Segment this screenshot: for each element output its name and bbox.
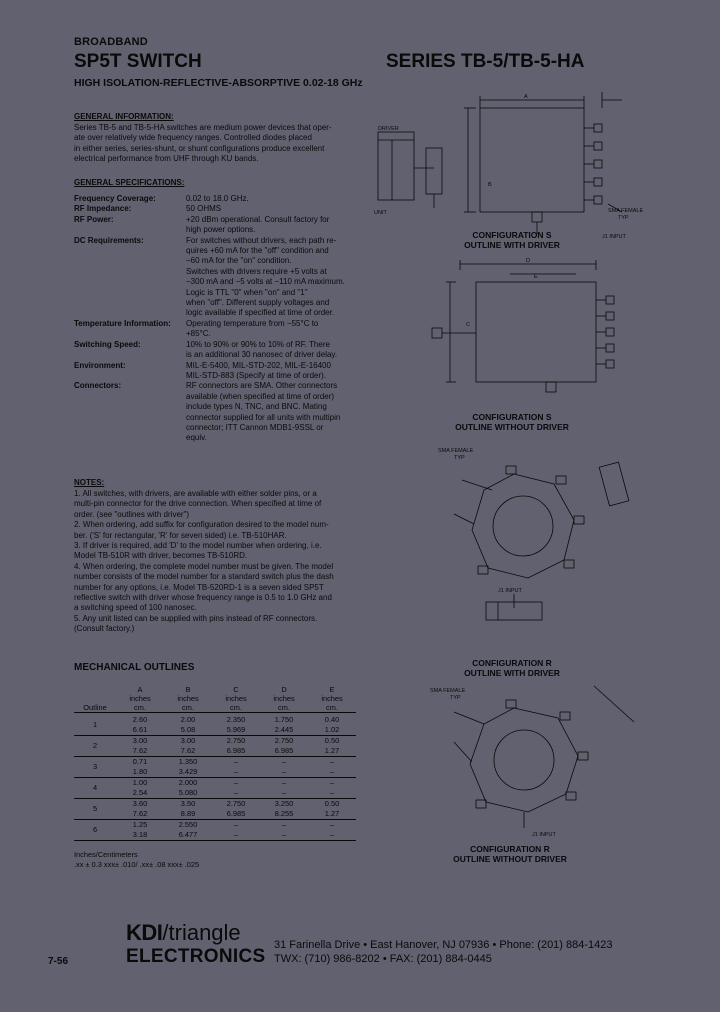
- dim-label-b: B: [488, 182, 492, 188]
- spec-connectors: [74, 381, 418, 443]
- general-information-heading: GENERAL INFORMATION:: [74, 112, 174, 121]
- general-information-text: [74, 123, 404, 165]
- sma-female-label: SMA FEMALE: [438, 448, 474, 454]
- spec-value: MIL-E-5400, MIL-STD-202, MIL-E-16400: [186, 360, 331, 370]
- spec-value: Switches with drivers require +5 volts at: [186, 266, 327, 276]
- note-line: 2. When ordering, add suffix for configuration desired to the model num-: [74, 520, 329, 530]
- spec-value: +85°C.: [186, 329, 211, 339]
- spec-value: For switches without drivers, each path re-: [186, 235, 337, 245]
- text-line: Series TB-5 and TB-5-HA switches are medium power devices that oper-: [74, 123, 332, 132]
- note-line: Model TB-510R with driver, becomes TB-510RD.: [74, 551, 248, 561]
- spec-label: Switching Speed:: [74, 339, 141, 349]
- spec-value: high power options.: [186, 225, 256, 235]
- logo-electronics: ELECTRONICS: [126, 946, 266, 967]
- specifications-list: [74, 194, 418, 444]
- note-line: number consists of the model number for a standard switch plus the dash: [74, 572, 334, 582]
- config-r-nodriver-drawing: [414, 682, 670, 842]
- note-line: 4. When ordering, the complete model number must be given. The model: [74, 561, 334, 571]
- dim-label-c: C: [466, 322, 470, 328]
- spec-value: MIL-STD-883 (Specify at time of order).: [186, 370, 327, 380]
- company-address: [274, 938, 613, 966]
- dim-label-a: A: [524, 94, 528, 100]
- page-title: SP5T SWITCH: [74, 51, 202, 72]
- j1-input-label: J1 INPUT: [498, 588, 522, 594]
- spec-environment: [74, 361, 418, 382]
- spec-label: DC Requirements:: [74, 235, 144, 245]
- spec-value: 50 OHMS: [186, 204, 222, 214]
- category-label: BROADBAND: [74, 36, 148, 48]
- table-footnote: [74, 850, 199, 870]
- table-row: 6 1.25 2.550 – – –: [92, 820, 335, 834]
- spec-value: 10% to 90% or 90% to 10% of RF. There: [186, 339, 330, 349]
- general-specifications-heading: GENERAL SPECIFICATIONS:: [74, 178, 185, 187]
- spec-value: −60 mA for the "on" condition.: [186, 256, 292, 266]
- note-line: reflective switch with driver whose frequency range is 0.5 to 1.0 GHz and: [74, 593, 332, 603]
- j1-input-label: J1 INPUT: [602, 234, 626, 240]
- dim-label-d: D: [526, 258, 530, 264]
- spec-label: Environment:: [74, 360, 126, 370]
- spec-value: logic available if specified at time of order.: [186, 308, 335, 318]
- config-r-driver-drawing: [414, 444, 664, 656]
- table-row: 6.61 5.08 5.969 2.445 1.02: [74, 725, 356, 736]
- series-title: SERIES TB-5/TB-5-HA: [386, 51, 585, 72]
- page-number: 7-56: [48, 956, 69, 967]
- table-row: 5 3.60 3.50 2.750 3.250 0.50: [92, 799, 340, 813]
- text-line: in either series, series-shunt, or shunt configurations produce excellent: [74, 143, 325, 153]
- mechanical-outlines-table: [74, 676, 356, 841]
- config-s-driver-drawing: [372, 88, 662, 246]
- footnote-line: Inches/Centimeters: [74, 850, 138, 859]
- spec-label: Connectors:: [74, 381, 122, 391]
- spec-value: include types N, TNC, and BNC. Mating: [186, 402, 327, 412]
- note-line: 1. All switches, with drivers, are available with either solder pins, or a: [74, 489, 317, 498]
- spec-label: RF Power:: [74, 214, 114, 224]
- notes-heading: NOTES:: [74, 478, 105, 487]
- note-line: multi-pin connector for the drive connection. When specified at time of: [74, 499, 322, 509]
- spec-impedance: [74, 204, 418, 214]
- table-row: 2 3.00 3.00 2.750 2.750 0.50: [92, 736, 340, 750]
- logo-triangle: /triangle: [162, 920, 241, 945]
- note-line: order. (see "outlines with driver"): [74, 509, 190, 519]
- spec-label: Temperature Information:: [74, 318, 171, 328]
- spec-temperature: [74, 319, 418, 340]
- sma-female-label: SMA FEMALE: [608, 208, 644, 214]
- config-s-nodriver-drawing: [426, 256, 656, 412]
- sma-female-label: SMA FEMALE: [430, 688, 466, 694]
- config-s-nodriver-caption: CONFIGURATION S OUTLINE WITHOUT DRIVER: [455, 412, 569, 432]
- note-line: 5. Any unit listed can be supplied with pins instead of RF connectors.: [74, 613, 318, 623]
- table-row: 3.18 6.477 – – –: [74, 830, 356, 841]
- spec-dc-requirements: [74, 236, 418, 319]
- dim-label-e: E: [534, 274, 538, 280]
- column-header-e: E inches cm.: [321, 684, 343, 712]
- config-r-driver-caption: CONFIGURATION R OUTLINE WITH DRIVER: [464, 658, 560, 678]
- spec-value: 0.02 to 18.0 GHz.: [186, 194, 249, 203]
- spec-frequency: [74, 194, 418, 204]
- spec-value: is an additional 30 nanosec of driver delay.: [186, 350, 338, 360]
- spec-value: −300 mA and −5 volts at −110 mA maximum.: [186, 277, 345, 287]
- mechanical-outlines-table-wrap: [74, 676, 356, 841]
- note-line: number for any options, i.e. Model TB-520RD-1 is a seven sided SP5T: [74, 582, 324, 592]
- subtitle: HIGH ISOLATION-REFLECTIVE-ABSORPTIVE 0.02-18 GHz: [74, 77, 363, 89]
- text-line: electrical performance from UHF through KU bands.: [74, 154, 259, 164]
- typ-label: TYP: [618, 215, 629, 221]
- notes-list: [74, 489, 414, 635]
- column-header-b: B inches cm.: [177, 684, 199, 712]
- spec-label: RF Impedance:: [74, 204, 132, 214]
- outline-column-header: Outline: [83, 702, 107, 712]
- table-row: 7.62 8.89 6.985 8.255 1.27: [74, 809, 356, 820]
- table-row: 2.54 5.080 – – –: [74, 788, 356, 799]
- logo-kdi: KDI: [126, 920, 163, 945]
- column-header-d: D inches cm.: [273, 684, 295, 712]
- column-header-c: C inches cm.: [225, 684, 247, 712]
- table-row: 1.80 3.429 – – –: [74, 767, 356, 778]
- spec-value: RF connectors are SMA. Other connectors: [186, 381, 338, 391]
- footnote-line: .xx ± 0.3 xxx± .010/ .xx± .08 xxx± .025: [74, 860, 200, 869]
- spec-value: Operating temperature from −55°C to: [186, 318, 319, 328]
- table-row: 7.62 7.62 6.985 6.985 1.27: [74, 746, 356, 757]
- text-line: ate over relatively wide frequency ranges. Controlled diodes placed: [74, 133, 312, 143]
- spec-rf-power: [74, 215, 418, 236]
- config-s-driver-caption: CONFIGURATION S OUTLINE WITH DRIVER: [464, 230, 560, 250]
- svg-text:UNIT: UNIT: [374, 210, 387, 216]
- company-logo: [126, 922, 241, 944]
- spec-switching-speed: [74, 340, 418, 361]
- note-line: (Consult factory.): [74, 624, 135, 634]
- table-row: 4 1.00 2.000 – – –: [92, 778, 335, 792]
- spec-value: when "off". Different supply voltages and: [186, 298, 330, 308]
- table-row: 3 0.71 1.350 – – –: [92, 757, 335, 771]
- note-line: a switching speed of 100 nanosec.: [74, 603, 197, 613]
- spec-label: Frequency Coverage:: [74, 194, 156, 203]
- spec-value: connector supplied for all units with multipin: [186, 412, 341, 422]
- table-row: 1 2.60 2.00 2.350 1.750 0.40: [92, 715, 340, 729]
- typ-label: TYP: [450, 695, 461, 701]
- spec-value: quires +60 mA for the "off" condition and: [186, 246, 329, 256]
- spec-value: available (when specified at time of order): [186, 391, 335, 401]
- note-line: ber. ('S' for rectangular, 'R' for seven sided) i.e. TB-510HAR.: [74, 530, 287, 540]
- config-r-nodriver-caption: CONFIGURATION R OUTLINE WITHOUT DRIVER: [453, 844, 567, 864]
- note-line: 3. If driver is required, add 'D' to the model number when ordering, i.e.: [74, 541, 322, 551]
- contact-line: TWX: (710) 986-8202 • FAX: (201) 884-0445: [274, 953, 492, 965]
- address-line: 31 Farinella Drive • East Hanover, NJ 07936 • Phone: (201) 884-1423: [274, 939, 613, 951]
- spec-value: Logic is TTL "0" when "on" and "1": [186, 287, 308, 297]
- column-header-a: A inches cm.: [129, 684, 151, 712]
- spec-value: equiv.: [186, 433, 207, 443]
- mechanical-outlines-title: MECHANICAL OUTLINES: [74, 662, 195, 673]
- svg-text:DRIVER: DRIVER: [378, 126, 399, 132]
- spec-value: connector; ITT Cannon MDB1-9SSL or: [186, 422, 324, 432]
- spec-value: +20 dBm operational. Consult factory for: [186, 214, 330, 224]
- typ-label: TYP: [454, 455, 465, 461]
- j1-input-label: J1 INPUT: [532, 832, 556, 838]
